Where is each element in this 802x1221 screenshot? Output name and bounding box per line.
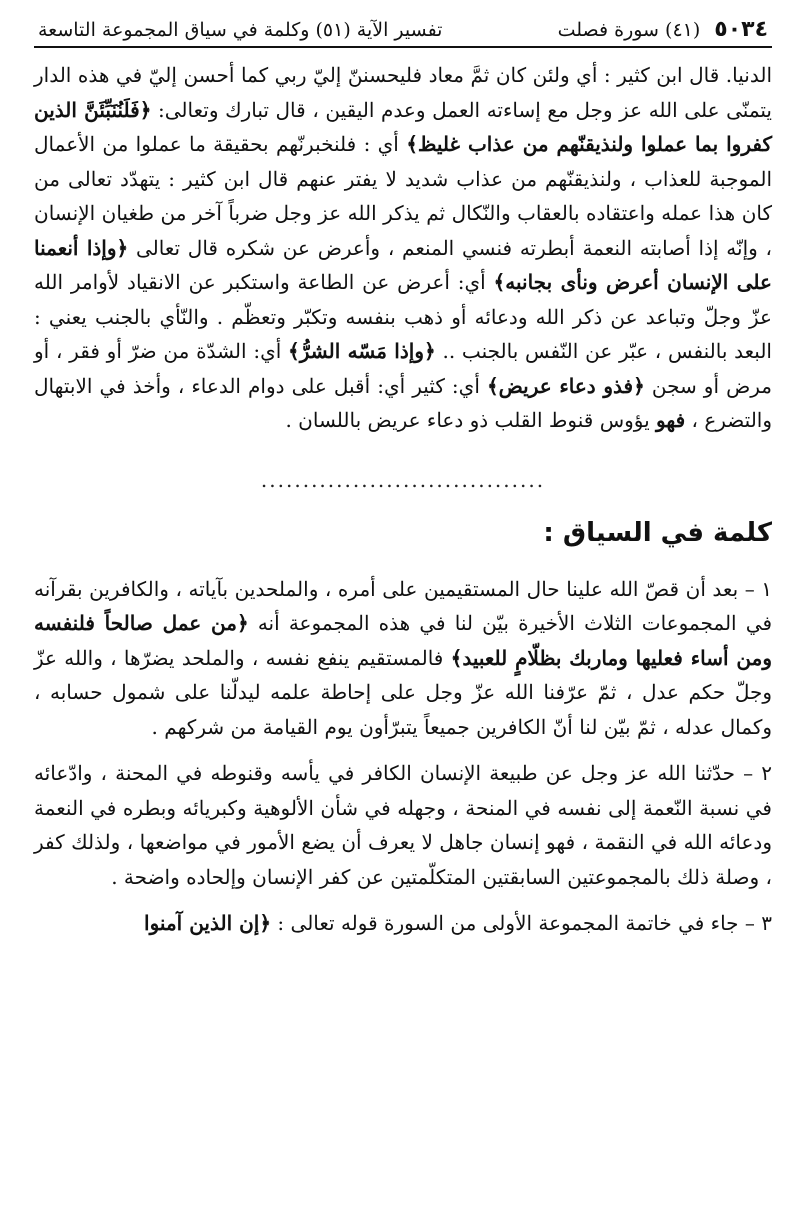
text-run: أي: أعرض عن الطاعة واستكبر عن الانقياد لأوامر الله عزّ وجلّ وتباعد عن ذكر الله ودعائه أو ذهب بنفسه وتكبّر وتعظّم . والنّأي بالجنب يعني : البعد بالنفس ، عبّر عن النّفس بالجنب .. [34,270,772,363]
text-run: أي : فلنخبرنّهم بحقيقة ما عملوا من الأعمال الموجبة للعذاب ، ولنذيقنّهم من عذاب شديد لا يفتر عنهم قال ابن كثير : يتهدّد تعالى من كان هذا عمله واعتقاده بالعقاب والنّكال ثم يذكر الله عز وجل ضرباً آخر من طغيان الإنسان ، وإنّه إذا أصابته النعمة أبطرته فنسي المنعم ، وأعرض عن شكره قال تعالى [34,132,772,260]
text-run: أي: كثير أي: أقبل على دوام الدعاء ، وأخذ في الابتهال والتضرع ، [34,373,772,432]
tafsir-paragraph [34,58,772,438]
context-item-3 [34,906,772,941]
text-run: ٣ – جاء في خاتمة المجموعة الأولى من السورة قوله تعالى : [271,911,772,935]
text-run: الدنيا. قال ابن كثير : أي ولئن كان ثمَّ معاد فليحسننّ إليّ ربي كما أحسن إليّ في هذه الدار يتمنّى على الله عز وجل مع إساءته العمل وعدم اليقين ، قال تبارك وتعالى: [34,63,772,122]
section-separator: .................................. [260,467,546,492]
quran-quote: ﴿من عمل صالحاً فلنفسه ومن أساء فعليها وماربك بظلّامٍ للعبيد﴾ [34,611,772,670]
context-item-1 [34,572,772,745]
quran-quote: فهو [656,408,686,432]
text-run: يؤوس قنوط القلب ذو دعاء عريض باللسان . [285,408,657,432]
text-run: ٢ – حدّثنا الله عز وجل عن طبيعة الإنسان الكافر في يأسه وقنوطه في المحنة ، وادّعائه في نسبة النّعمة إلى نفسه في المنحة ، وجهله في شأن الألوهية وكبريائه وبطره في النعمة ودعائه الله في النقمة ، فهو إنسان جاهل لا يعرف أن يضع الأمور في مواضعها ، ولذلك كفر ، وصلة ذلك بالمجموعتين السابقتين المتكلّمتين عن كفر الإنسان وإلحاده واضحة . [34,761,772,889]
quran-quote: ﴿وإذا أنعمنا على الإنسان أعرض ونأى بجانبه﴾ [34,235,772,294]
text-run: أي: الشدّة من ضرّ أو فقر ، أو مرض أو سجن [34,339,773,398]
quran-quote: ﴿إن الذين آمنوا [144,911,272,935]
quran-quote: ﴿فَلَنُنَبِّئَنَّ الذين كفروا بما عملوا ولنذيقنّهم من عذاب غليظ﴾ [34,97,773,156]
surah-label: (٤١) سورة فصلت [557,19,701,41]
page-header [34,18,772,48]
page-number: ٥٠٣٤ [714,17,768,42]
section-heading: كلمة في السياق : [543,517,772,548]
quran-quote: ﴿فذو دعاء عريض﴾ [486,373,645,398]
page-body [34,58,772,941]
quran-quote: ﴿وإذا مَسّه الشرُّ﴾ [288,339,436,363]
context-item-2 [34,756,772,894]
text-run: ١ – بعد أن قصّ الله علينا حال المستقيمين على أمره ، والملحدين بآياته ، والكافرين بقرآنه في المجموعات الثلاث الأخيرة بيّن لنا في هذه المجموعة أنه [34,576,772,635]
header-right-group [558,18,768,42]
text-run: فالمستقيم ينفع نفسه ، والملحد يضرّها ، والله عزّ وجلّ حكم عدل ، ثمّ عرّفنا الله عزّ وجل على إحاطة علمه ليدلّنا على شمول حسابه ، وكمال عدله ، ثمّ بيّن لنا أنّ الكافرين جميعاً يتبرّأون يوم القيامة من شركهم . [34,645,772,739]
running-title: تفسير الآية (٥١) وكلمة في سياق المجموعة التاسعة [38,19,443,41]
